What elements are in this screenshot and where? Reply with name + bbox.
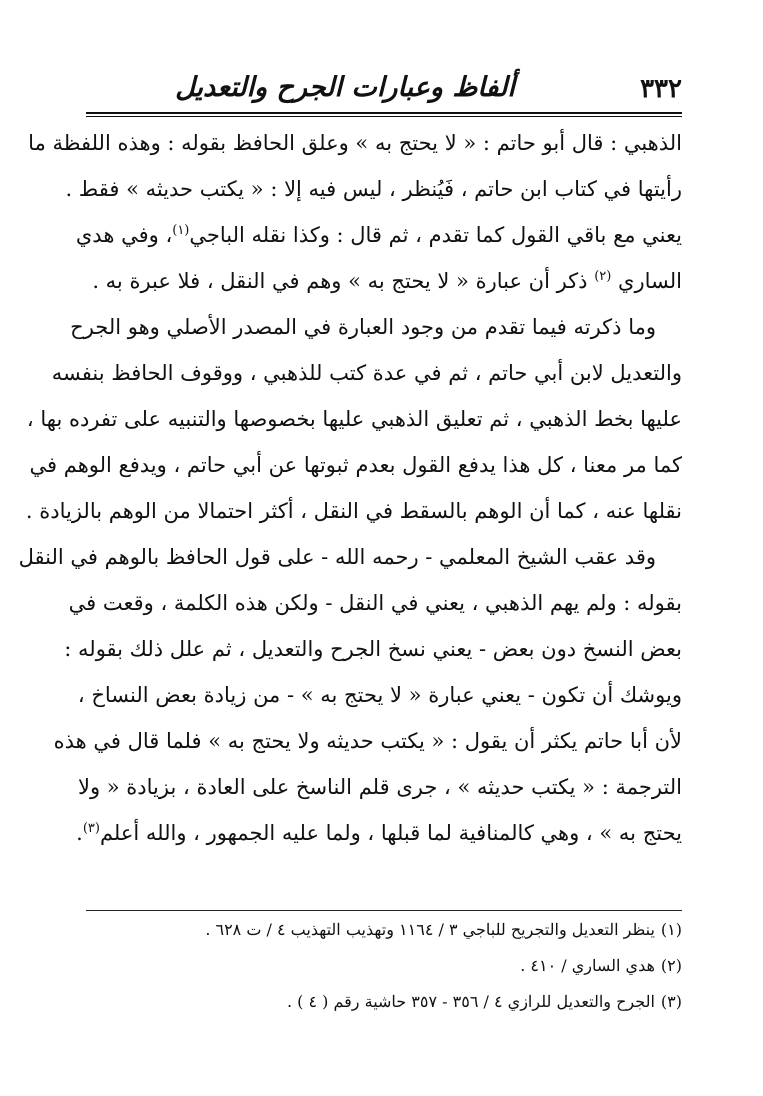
text-line-part: . [76,821,83,845]
header-rule [86,112,682,114]
footnote [86,948,682,984]
footnote-ref: (٣) [82,821,100,836]
text-line [76,810,682,856]
footnote [86,984,682,1020]
text-line-part: ذكر أن عبارة « لا يحتج به » وهم في النقل ، فلا عبرة به . [92,269,588,293]
footnote-ref: (١) [172,223,190,238]
text-line: رأيتها في كتاب ابن حاتم ، فَيُنظر ، ليس فيه إلا : « يكتب حديثه » فقط . [65,177,682,201]
text-line-part: يحتج به » ، وهي كالمنافية لما قبلها ، ولما عليه الجمهور ، والله أعلم [99,821,682,845]
text-line: الذهبي : قال أبو حاتم : « لا يحتج به » وعلق الحافظ بقوله : وهذه اللفظة ما [28,131,682,155]
text-line: نقلها عنه ، كما أن الوهم بالسقط في النقل ، أكثر احتمالا من الوهم بالزيادة . [25,499,682,523]
footnote-number: (١) [660,920,682,939]
text-line: وقد عقب الشيخ المعلمي - رحمه الله - على قول الحافظ بالوهم في النقل [18,545,656,569]
text-line-part: يعني مع باقي القول كما تقدم ، ثم قال : وكذا نقله الباجي [189,223,682,247]
running-title: ألفاظ وعبارات الجرح والتعديل [175,72,515,103]
footnote-text: الجرح والتعديل للرازي ٤ / ٣٥٦ - ٣٥٧ حاشية رقم ( ٤ ) . [287,992,655,1011]
text-line: وما ذكرته فيما تقدم من وجود العبارة في المصدر الأصلي وهو الجرح [70,315,656,339]
text-line [86,258,682,304]
text-line: كما مر معنا ، كل هذا يدفع القول بعدم ثبوتها عن أبي حاتم ، ويدفع الوهم في [29,453,682,477]
text-line: بقوله : ولم يهم الذهبي ، يعني في النقل - ولكن هذه الكلمة ، وقعت في [68,591,682,615]
footnote-ref: (٢) [594,269,612,284]
text-line: ويوشك أن تكون - يعني عبارة « لا يحتج به » - من زيادة بعض النساخ ، [77,683,682,707]
footnote-separator [86,910,682,911]
text-line-part: الساري [618,269,682,293]
footnote-number: (٣) [660,992,682,1011]
text-line: عليها بخط الذهبي ، ثم تعليق الذهبي عليها بخصوصها والتنبيه على تفرده بها ، [26,407,682,431]
header-rule-thin [86,116,682,117]
text-line: لأن أبا حاتم يكثر أن يقول : « يكتب حديثه ولا يحتج به » فلما قال في هذه [53,729,682,753]
page-header [86,70,682,114]
footnote-text: هدي الساري / ٤١٠ . [520,956,655,975]
footnote-text: ينظر التعديل والتجريح للباجي ٣ / ١١٦٤ وتهذيب التهذيب ٤ / ت ٦٢٨ . [205,920,655,939]
page-number: ٣٣٢ [640,74,682,104]
footnotes [86,912,682,1020]
text-line [75,212,682,258]
footnote [86,912,682,948]
text-line-part: ، وفي هدي [75,223,173,247]
text-line: والتعديل لابن أبي حاتم ، ثم في عدة كتب للذهبي ، ووقوف الحافظ بنفسه [51,361,682,385]
body-text [18,120,682,856]
footnote-number: (٢) [660,956,682,975]
text-line: الترجمة : « يكتب حديثه » ، جرى قلم الناسخ على العادة ، بزيادة « ولا [77,775,682,799]
text-line: بعض النسخ دون بعض - يعني نسخ الجرح والتعديل ، ثم علل ذلك بقوله : [64,637,682,661]
